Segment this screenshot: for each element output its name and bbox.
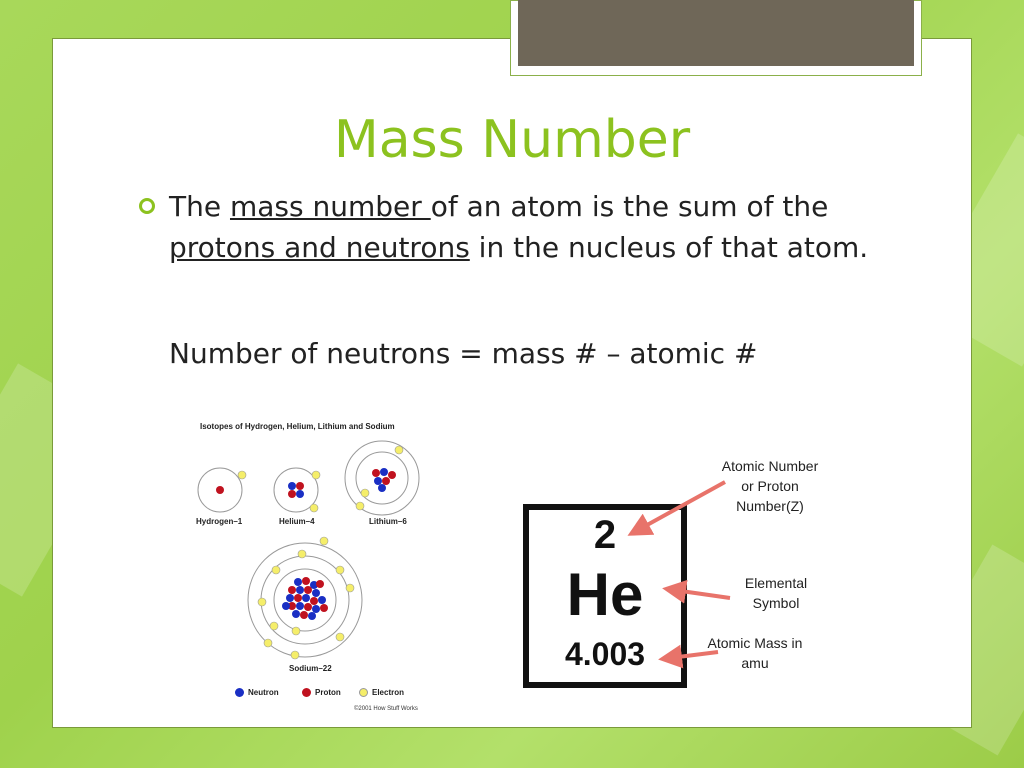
callout-line: Elemental xyxy=(744,575,808,591)
isotopes-diagram xyxy=(180,430,440,700)
label-helium: Helium–4 xyxy=(279,517,315,526)
callout-line: or Proton xyxy=(741,478,799,494)
legend-proton-label: Proton xyxy=(315,688,341,697)
label-sodium: Sodium–22 xyxy=(289,664,332,673)
legend-electron xyxy=(359,688,404,697)
legend-neutron-label: Neutron xyxy=(248,688,279,697)
proton-swatch xyxy=(302,688,311,697)
callout-line: Symbol xyxy=(752,595,800,611)
atomic-mass: 4.003 xyxy=(564,636,646,672)
callout-symbol xyxy=(716,573,836,613)
sodium-atom xyxy=(248,537,362,659)
legend-neutron xyxy=(235,688,279,697)
callout-line: Atomic Number xyxy=(721,458,819,474)
term-protons-neutrons: protons and neutrons xyxy=(169,231,470,264)
label-lithium: Lithium–6 xyxy=(369,517,407,526)
helium-atom xyxy=(274,468,320,512)
element-symbol: He xyxy=(566,561,644,628)
bullet-icon xyxy=(139,198,155,214)
neutron-formula: Number of neutrons = mass # – atomic # xyxy=(169,337,758,370)
bullet-text-post: in the nucleus of that atom. xyxy=(469,231,869,264)
legend-proton xyxy=(302,688,341,697)
header-bar xyxy=(518,0,914,66)
lithium-atom xyxy=(345,441,419,515)
neutron-swatch xyxy=(235,688,244,697)
isotopes-figure-title: Isotopes of Hydrogen, Helium, Lithium and Sodium xyxy=(200,422,395,431)
bullet-text xyxy=(169,186,889,268)
atomic-number: 2 xyxy=(593,513,617,557)
slide-title: Mass Number xyxy=(333,110,691,170)
term-mass-number: mass number xyxy=(229,190,431,223)
hydrogen-atom xyxy=(198,468,246,512)
callout-atomic-number xyxy=(700,456,840,516)
label-hydrogen: Hydrogen–1 xyxy=(196,517,243,526)
bullet-text-pre: The xyxy=(169,190,230,223)
legend-electron-label: Electron xyxy=(372,688,405,697)
callout-line: amu xyxy=(741,655,769,671)
electron-swatch xyxy=(359,688,368,697)
bullet-text-mid: of an atom is the sum of the xyxy=(430,190,829,223)
callout-line: Number(Z) xyxy=(736,498,804,514)
callout-mass xyxy=(690,633,820,673)
callout-line: Atomic Mass in xyxy=(707,635,803,651)
figure-copyright: ©2001 How Stuff Works xyxy=(354,706,418,712)
